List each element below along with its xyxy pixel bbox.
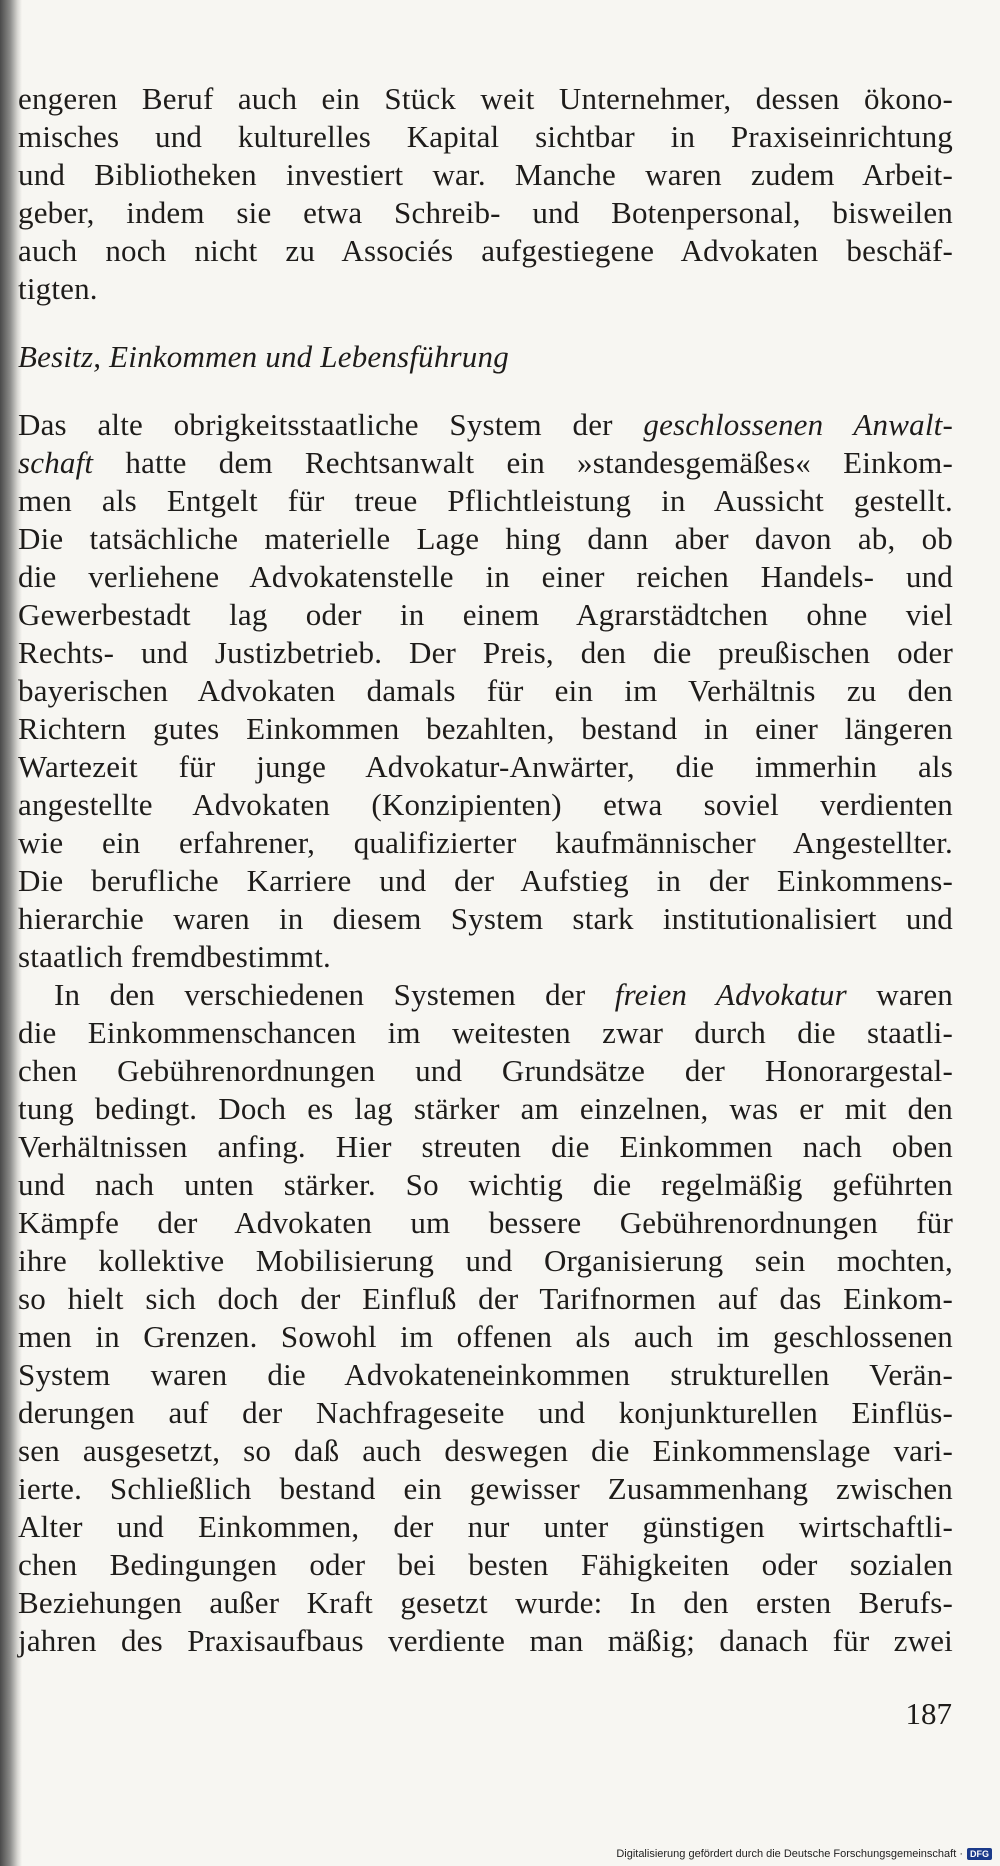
text-line: Rechts- und Justizbetrieb. Der Preis, den die preußischen oder bbox=[18, 635, 953, 670]
text-line: engeren Beruf auch ein Stück weit Unternehmer, dessen ökono- bbox=[18, 81, 953, 116]
text-line: die verliehene Advokatenstelle in einer reichen Handels- und bbox=[18, 559, 953, 594]
text-line: Gewerbestadt lag oder in einem Agrarstädtchen ohne viel bbox=[18, 597, 953, 632]
text-line: so hielt sich doch der Einfluß der Tarifnormen auf das Einkom- bbox=[18, 1281, 953, 1316]
text-line: und Bibliotheken investiert war. Manche waren zudem Arbeit- bbox=[18, 157, 953, 192]
text-line: tigten. bbox=[18, 271, 98, 306]
paragraph-2 bbox=[18, 406, 953, 976]
page-body bbox=[18, 80, 953, 1660]
text-line: chen Gebührenordnungen und Grundsätze der Honorargestal- bbox=[18, 1053, 953, 1088]
page-number: 187 bbox=[905, 1696, 952, 1731]
emphasis-text: freien Advokatur bbox=[614, 977, 847, 1012]
text-line: System waren die Advokateneinkommen strukturellen Verän- bbox=[18, 1357, 953, 1392]
text-line: Wartezeit für junge Advokatur-Anwärter, die immerhin als bbox=[18, 749, 953, 784]
text-line: staatlich fremdbestimmt. bbox=[18, 939, 331, 974]
text-line: und nach unten stärker. So wichtig die regelmäßig geführten bbox=[18, 1167, 953, 1202]
text-line: misches und kulturelles Kapital sichtbar in Praxiseinrichtung bbox=[18, 119, 953, 154]
text-line: bayerischen Advokaten damals für ein im Verhältnis zu den bbox=[18, 673, 953, 708]
emphasis-text: schaft bbox=[18, 445, 94, 480]
text-line: Die berufliche Karriere und der Aufstieg in der Einkommens- bbox=[18, 863, 953, 898]
text-line: Verhältnissen anfing. Hier streuten die Einkommen nach oben bbox=[18, 1129, 953, 1164]
text-line: ierte. Schließlich bestand ein gewisser Zusammenhang zwischen bbox=[18, 1471, 953, 1506]
paragraph-3 bbox=[18, 976, 953, 1660]
text-line: jahren des Praxisaufbaus verdiente man mäßig; danach für zwei bbox=[18, 1623, 953, 1658]
text-line bbox=[18, 406, 953, 444]
paragraph-1 bbox=[18, 80, 953, 308]
text-line: geber, indem sie etwa Schreib- und Botenpersonal, bisweilen bbox=[18, 195, 953, 230]
text-line: Die tatsächliche materielle Lage hing dann aber davon ab, ob bbox=[18, 521, 953, 556]
text-line: auch noch nicht zu Associés aufgestiegene Advokaten beschäf- bbox=[18, 233, 953, 268]
text-line: die Einkommenschancen im weitesten zwar durch die staatli- bbox=[18, 1015, 953, 1050]
text-line: wie ein erfahrener, qualifizierter kaufmännischer Angestellter. bbox=[18, 825, 953, 860]
text-line bbox=[18, 976, 953, 1014]
digitization-footer bbox=[616, 1848, 992, 1860]
text-line bbox=[18, 444, 953, 482]
text-line: chen Bedingungen oder bei besten Fähigkeiten oder sozialen bbox=[18, 1547, 953, 1582]
text-run: In den verschiedenen Systemen der bbox=[54, 977, 615, 1012]
text-line: angestellte Advokaten (Konzipienten) etwa soviel verdienten bbox=[18, 787, 953, 822]
dfg-logo: DFG bbox=[967, 1848, 992, 1860]
text-line: Alter und Einkommen, der nur unter günstigen wirtschaftli- bbox=[18, 1509, 953, 1544]
text-line: tung bedingt. Doch es lag stärker am einzelnen, was er mit den bbox=[18, 1091, 953, 1126]
emphasis-text: geschlossenen Anwalt- bbox=[643, 407, 953, 442]
text-line: sen ausgesetzt, so daß auch deswegen die Einkommenslage vari- bbox=[18, 1433, 953, 1468]
section-heading: Besitz, Einkommen und Lebensführung bbox=[18, 339, 509, 374]
text-line: hierarchie waren in diesem System stark institutionalisiert und bbox=[18, 901, 953, 936]
text-line: Richtern gutes Einkommen bezahlten, bestand in einer längeren bbox=[18, 711, 953, 746]
text-line: men als Entgelt für treue Pflichtleistung in Aussicht gestellt. bbox=[18, 483, 953, 518]
text-line: ihre kollektive Mobilisierung und Organisierung sein mochten, bbox=[18, 1243, 953, 1278]
text-line: derungen auf der Nachfrageseite und konjunkturellen Einflüs- bbox=[18, 1395, 953, 1430]
text-run: waren bbox=[846, 977, 953, 1012]
text-line: men in Grenzen. Sowohl im offenen als auch im geschlossenen bbox=[18, 1319, 953, 1354]
text-line: Beziehungen außer Kraft gesetzt wurde: In den ersten Berufs- bbox=[18, 1585, 953, 1620]
text-run: Das alte obrigkeitsstaatliche System der bbox=[18, 407, 644, 442]
text-line: Kämpfe der Advokaten um bessere Gebührenordnungen für bbox=[18, 1205, 953, 1240]
text-run: hatte dem Rechtsanwalt ein »standesgemäßes« Einkom- bbox=[93, 445, 953, 480]
footer-text: Digitalisierung gefördert durch die Deutsche Forschungsgemeinschaft · bbox=[616, 1848, 963, 1860]
